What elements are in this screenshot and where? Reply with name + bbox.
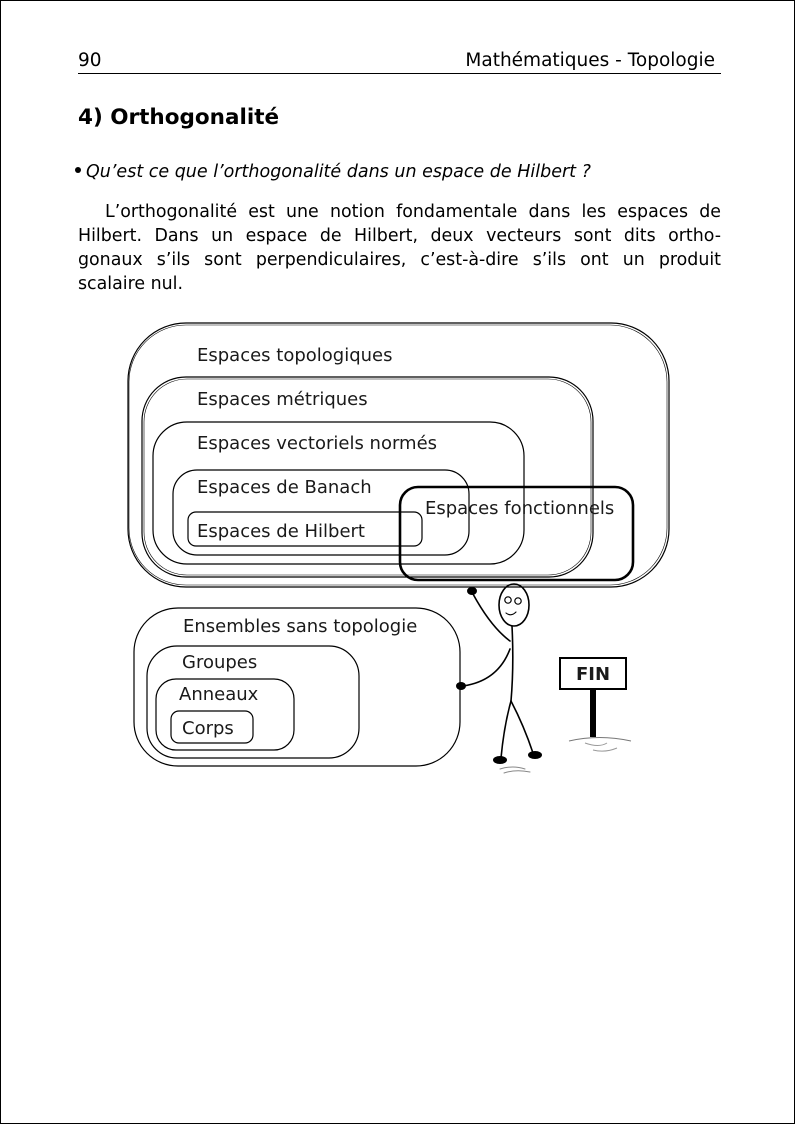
label-espaces-metriques: Espaces métriques [197,389,368,410]
label-espaces-de-hilbert: Espaces de Hilbert [197,521,365,542]
paragraph-line-1: L’orthogonalité est une notion fondamentale dans les espaces de [105,202,721,222]
stick-figure-hand-down [456,682,466,690]
label-espaces-de-banach: Espaces de Banach [197,477,372,498]
page-number: 90 [78,50,102,71]
stick-figure-foot-right [528,751,542,759]
fin-sign-post [590,689,596,737]
stick-figure-left-leg [501,701,511,758]
stick-figure-right-leg [511,701,533,753]
stick-figure-lower-arm [463,649,510,686]
stick-figure-eye-right [515,598,521,604]
label-groupes: Groupes [182,652,258,673]
stick-figure-body [511,626,513,701]
question-text: Qu’est ce que l’orthogonalité dans un espace de Hilbert ? [86,162,591,182]
spaces-inclusion-diagram [1,1,794,1123]
stick-figure-ground-shadow [500,767,530,773]
label-espaces-fonctionnels: Espaces fonctionnels [425,498,615,519]
fin-sign-grass [585,743,617,751]
label-espaces-topologiques: Espaces topologiques [197,345,393,366]
label-ensembles-sans-topologie: Ensembles sans topologie [183,616,418,637]
stick-figure-eye-left [505,597,511,603]
stick-figure-foot-left [493,756,507,764]
running-title: Mathématiques - Topologie [465,50,715,71]
stick-figure-hand-up [467,587,477,595]
paragraph-line-3: gonaux s’ils sont perpendiculaires, c’est-à-dire s’ils ont un produit [78,250,721,270]
fin-sign-text: FIN [575,664,611,685]
label-espaces-vectoriels-normes: Espaces vectoriels normés [197,433,438,454]
stick-figure-illustration [463,584,533,773]
fin-signpost [560,658,631,751]
stick-figure-head [499,584,529,626]
section-title: 4) Orthogonalité [78,105,280,130]
fin-sign-ground [569,738,631,742]
paragraph-line-2: Hilbert. Dans un espace de Hilbert, deux vecteurs sont dits ortho- [78,226,721,246]
stick-figure-hands-feet [456,587,542,764]
label-corps: Corps [182,718,234,739]
stick-figure-smile [506,612,516,615]
label-anneaux: Anneaux [179,684,259,705]
paragraph-line-4: scalaire nul. [78,274,183,294]
